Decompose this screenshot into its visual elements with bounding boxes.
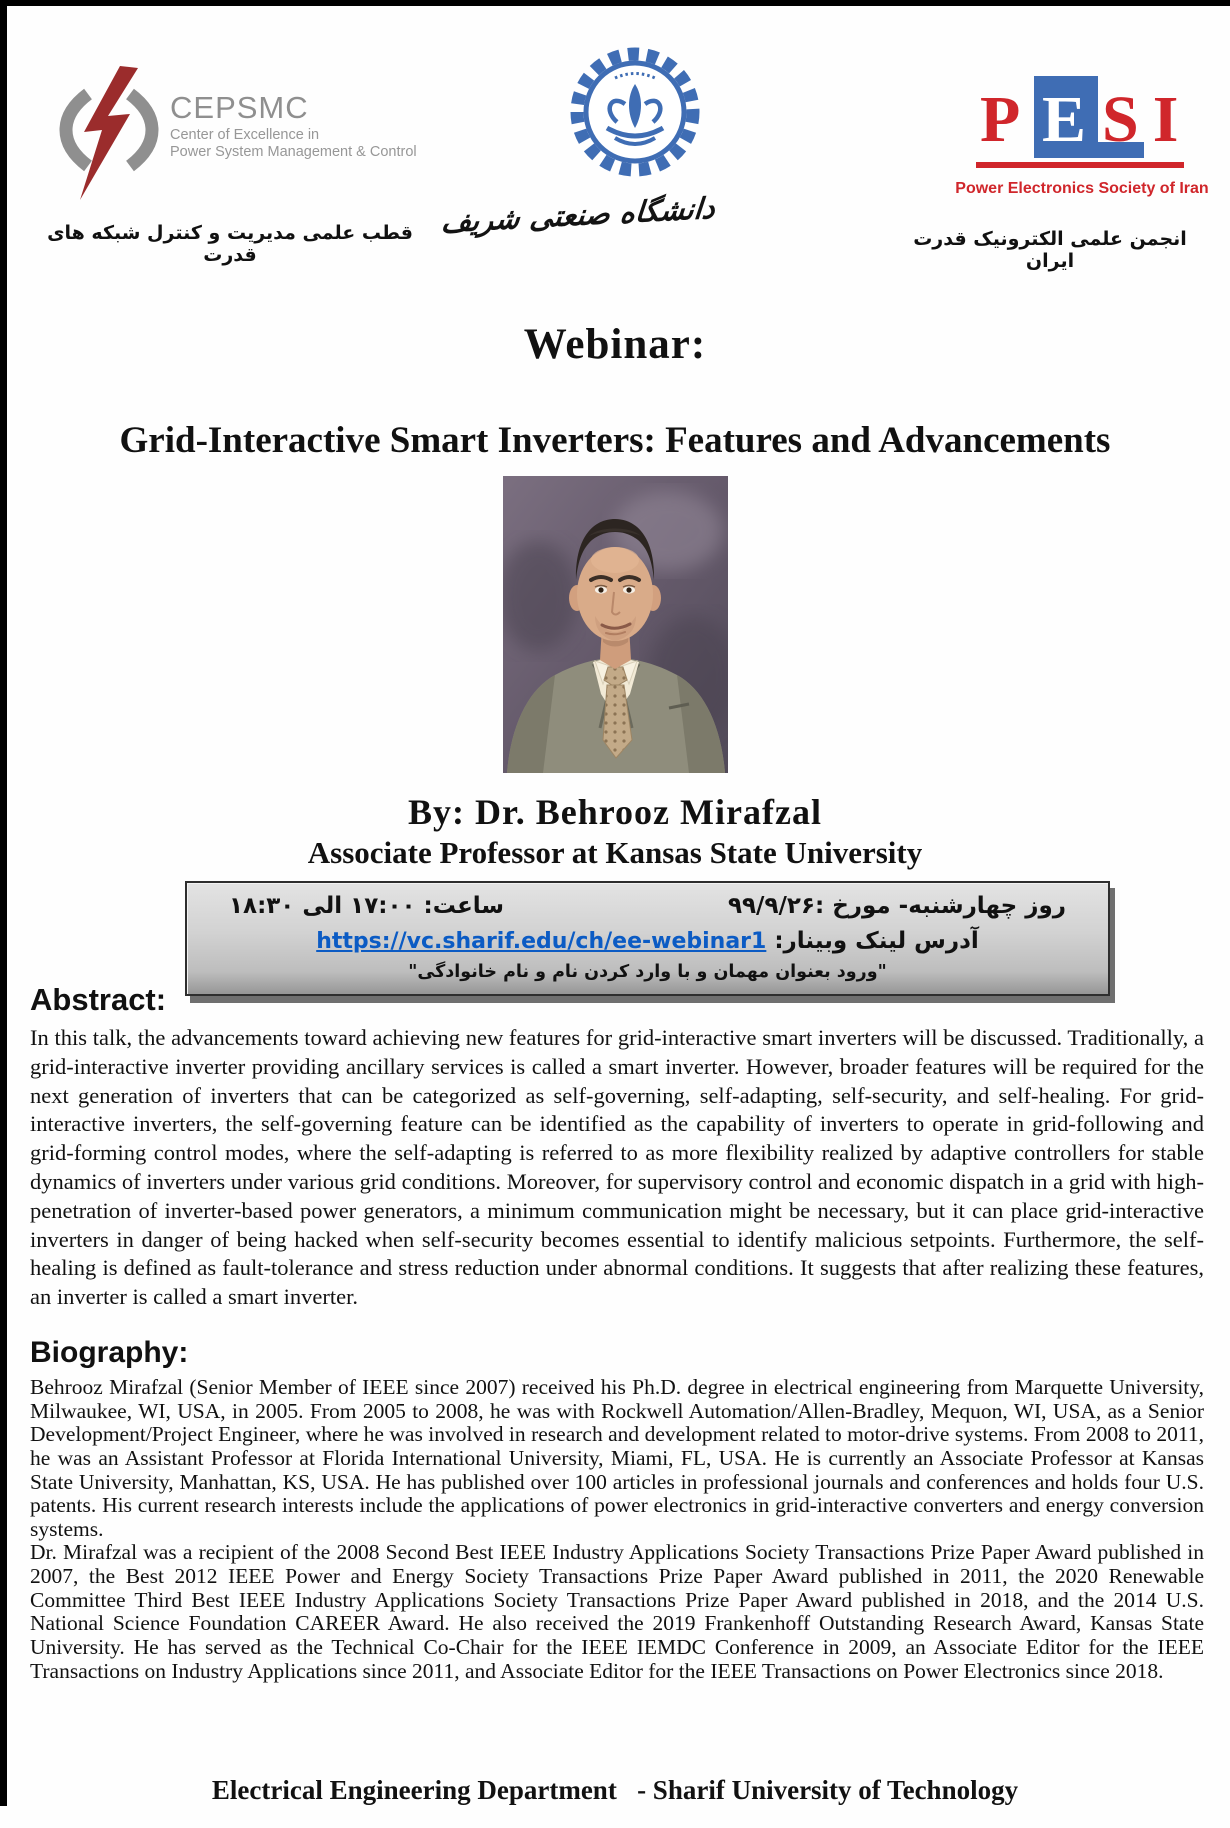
footer-department-line: Electrical Engineering Department - Sharif University of Technology [211,1775,1019,1806]
biography-text [30,1376,1204,1683]
sharif-name-calligraphy: دانشگاه صنعتی شریف [439,190,717,240]
cepsmc-logo [58,52,417,202]
cepsmc-caption-farsi: قطب علمی مدیریت و کنترل شبکه های قدرت [47,222,413,266]
webinar-link[interactable]: https://vc.sharif.edu/ch/ee-webinar1 [316,929,767,954]
pesi-letter-e: E [1042,83,1087,156]
webinar-label: Webinar: [523,321,707,368]
event-time: ساعت: ۱۷:۰۰ الی ۱۸:۳۰ [229,893,505,919]
biography-heading: Biography: [30,1335,189,1369]
page-title: Grid-Interactive Smart Inverters: Features and Advancements [119,420,1111,461]
pesi-logo [952,72,1212,198]
cepsmc-tagline-line1: Center of Excellence in [170,127,320,143]
abstract-heading: Abstract: [30,982,167,1017]
cepsmc-wordmark [170,92,417,161]
event-date: روز چهارشنبه- مورخ :۹۹/۹/۲۶ [727,893,1066,919]
speaker-name: By: Dr. Behrooz Mirafzal [408,792,822,832]
cepsmc-acronym: CEPSMC [170,90,309,125]
pesi-underline [976,162,1184,168]
sharif-logo [439,42,717,240]
cepsmc-tagline-line2: Power System Management & Control [170,144,417,161]
biography-paragraph-2: Dr. Mirafzal was a recipient of the 2008 Second Best IEEE Industry Applications Society Transactions Prize Paper Award published in 2007, the Best 2012 IEEE Power and Energy Society Transactions Prize Paper Award published in 2011, the 2020 Renewable Committee Third Best IEEE Industry Applications Society Transactions Prize Paper Award published in 2018, and the 2014 U.S. National Science Foundation CAREER Award. He also received the 2019 Frankenhoff Outstanding Research Award, Kansas State University. He has served as the Technical Co-Chair for the IEEE IEMDC Conference in 2009, an Associate Editor for the IEEE Transactions on Industry Applications since 2011, and Associate Editor for the IEEE Transactions on Power Electronics since 2018. [30,1540,1204,1683]
cepsmc-bolt-parentheses-icon [58,52,162,202]
webinar-link-label: آدرس لینک وبینار: [774,928,979,954]
event-info-box [185,881,1110,996]
biography-paragraph-1: Behrooz Mirafzal (Senior Member of IEEE since 2007) received his Ph.D. degree in electrical engineering from Marquette University, Milwaukee, WI, USA, in 2005. From 2005 to 2008, he was with Rockwell Automation/Allen-Bradley, Mequon, WI, USA, as a Senior Development/Project Engineer, where he was involved in research and development related to motor-drive systems. From 2008 to 2011, he was an Assistant Professor at Florida International University, Miami, FL, USA. He is currently an Associate Professor at Kansas State University, Manhattan, KS, USA. He has published over 100 articles in professional journals and conferences and holds four U.S. patents. His current research interests include the applications of power electronics in grid-interactive converters and energy conversion systems. [30,1374,1204,1541]
pesi-subtitle: Power Electronics Society of Iran [955,180,1209,197]
pesi-caption-farsi: انجمن علمی الکترونیک قدرت ایران [913,228,1187,272]
guest-entry-note: "ورود بعنوان مهمان و با وارد کردن نام و نام خانوادگی" [408,962,887,982]
pesi-letter-p: P [980,83,1021,156]
pesi-letters-si: SI [1102,83,1193,156]
abstract-text: In this talk, the advancements toward achieving new features for grid-interactive smart inverters will be discussed. Traditionally, a grid-interactive inverter providing ancillary services is called a smart inverter. However, broader features will be required for the next generation of inverters that can be categorized as self-governing, self-adapting, self-security, and self-healing. For grid-interactive inverters, the self-governing feature can be identified as the capability of inverters to operate in grid-following and grid-forming control modes, where the self-adapting is referred to as more flexibility realized by adaptive controllers for stable dynamics of inverters under various grid conditions. Moreover, for supervisory control and economic dispatch in a grid with high-penetration of inverter-based power generators, a minimum communication might be necessary, but it can place grid-interactive inverters in danger of being hacked when self-security becomes essential to identify malicious setpoints. Furthermore, the self-healing is defined as fault-tolerance and stress reduction under abnormal conditions. It suggests that after realizing these features, an inverter is called a smart inverter. [30,1025,1204,1310]
speaker-affiliation: Associate Professor at Kansas State University [307,835,923,870]
sharif-emblem-icon [565,42,705,182]
speaker-photo [503,476,728,773]
header-logos [0,0,1230,278]
